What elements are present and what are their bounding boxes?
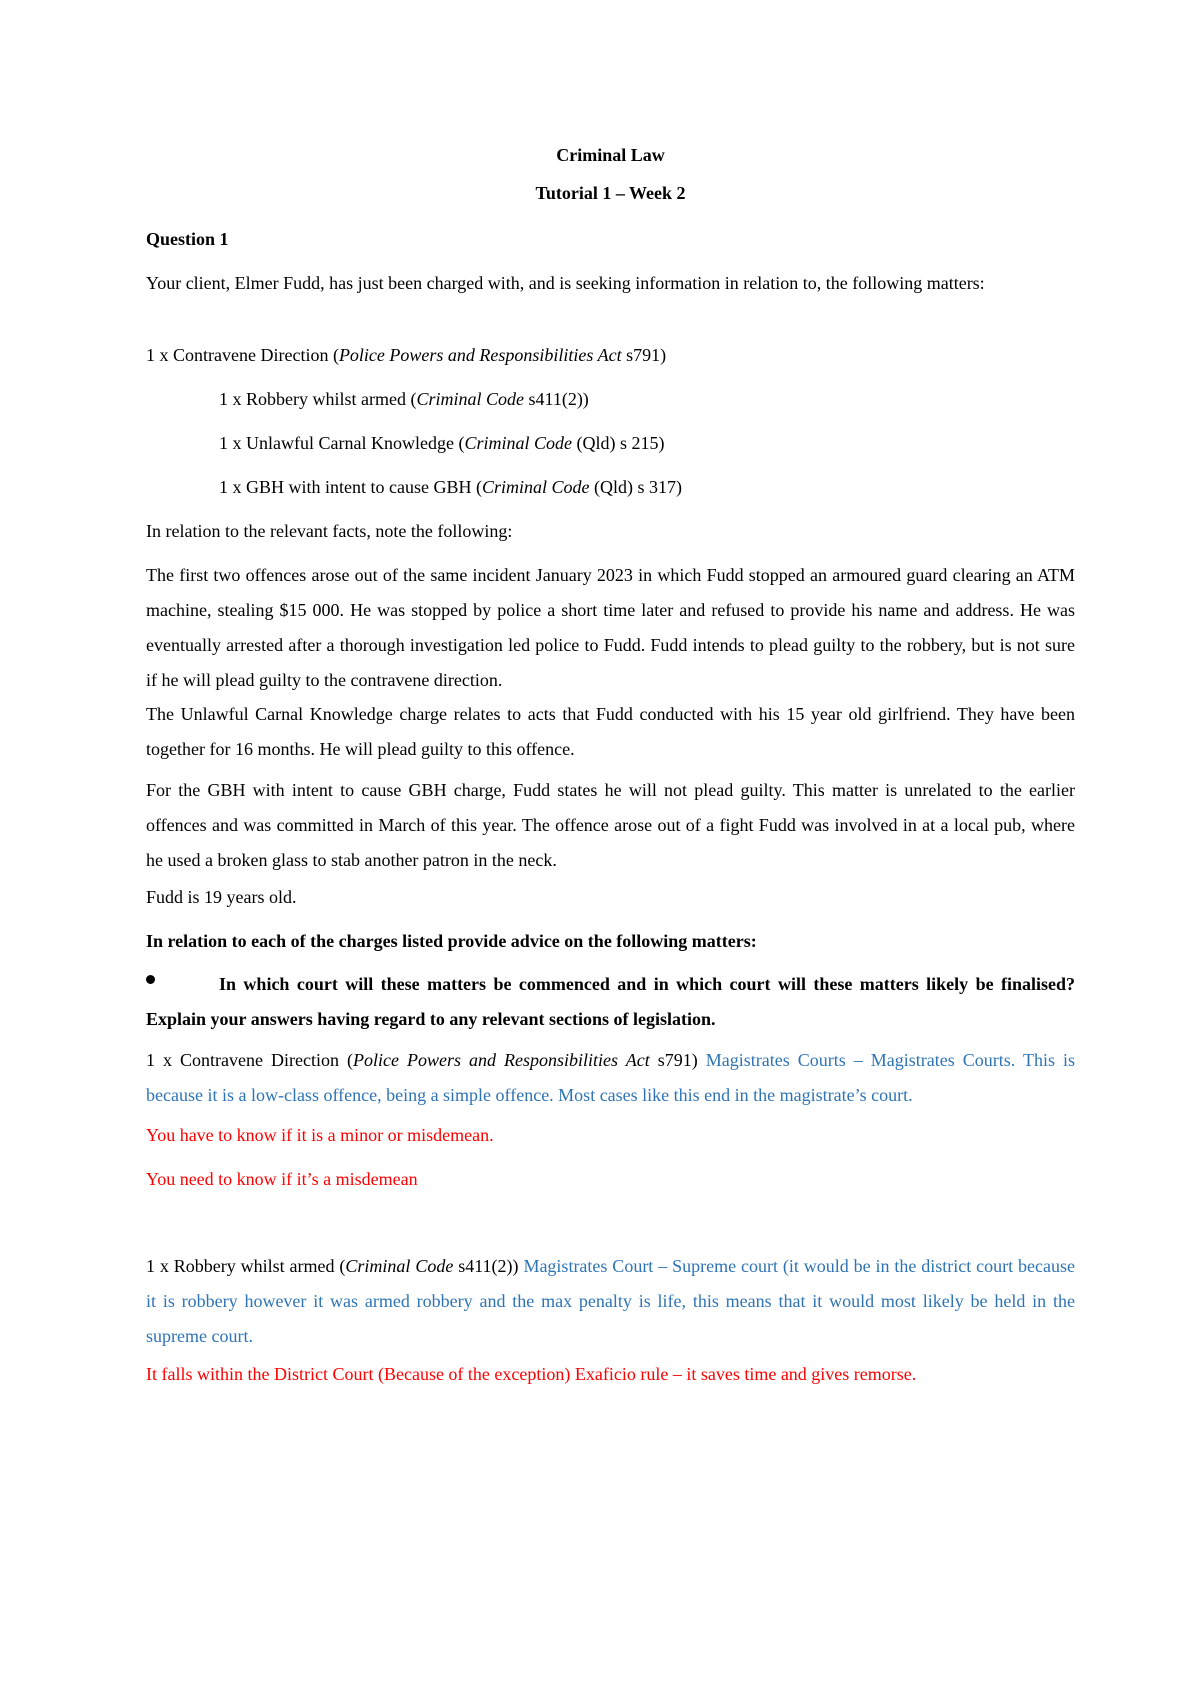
tutorial-title: Tutorial 1 – Week 2 [535, 183, 686, 203]
answer-1-response: Magistrates Courts – Magistrates Courts. This is because it is a low-class offence, being a simple offence. Most cases like this end in the magistrate’s court. [146, 1050, 1076, 1105]
course-title: Criminal Law [556, 145, 665, 165]
facts-paragraph-1: The first two offences arose out of the same incident January 2023 in which Fudd stopped an armoured guard clearing an ATM machine, stealing $15 000. He was stopped by police a short time later and refused to provide his name and address. He was eventually arrested after a thorough investigation led police to Fudd. Fudd intends to plead guilty to the robbery, but is not sure if he will plead guilty to the contravene direction. [146, 565, 1075, 690]
task-heading: In relation to each of the charges listed provide advice on the following matters: [146, 931, 757, 951]
facts-paragraph-3: For the GBH with intent to cause GBH charge, Fudd states he will not plead guilty. This matter is unrelated to the earlier offences and was committed in March of this year. The offence arose out of a fight Fudd was involved in at a local pub, where he used a broken glass to stab another patron in the neck. [146, 780, 1075, 870]
answer-2-note: It falls within the District Court (Because of the exception) Exaficio rule – it saves time and gives remorse. [146, 1364, 917, 1384]
facts-age: Fudd is 19 years old. [146, 887, 297, 907]
charge-1: 1 x Contravene Direction (Police Powers and Responsibilities Act s791) [146, 345, 667, 365]
answer-1: 1 x Contravene Direction (Police Powers and Responsibilities Act s791) Magistrates Courts – Magistrates Courts. This is because it is a low-class offence, being a simple offence. Most cases like this end in the magistrate’s court. [146, 1050, 1076, 1105]
answer-2: 1 x Robbery whilst armed (Criminal Code s411(2)) Magistrates Court – Supreme court (it would be in the district court because it is robbery however it was armed robbery and the max penalty is life, this means that it would most likely be held in the supreme court. [146, 1256, 1075, 1346]
intro-paragraph: Your client, Elmer Fudd, has just been charged with, and is seeking information in relation to, the following matters: [146, 273, 985, 293]
answer-2-response: Magistrates Court – Supreme court (it would be in the district court because it is robbery however it was armed robbery and the max penalty is life, this means that it would most likely be held in the supreme court. [146, 1256, 1075, 1346]
charge-4: 1 x GBH with intent to cause GBH (Criminal Code (Qld) s 317) [219, 477, 682, 497]
facts-lead: In relation to the relevant facts, note the following: [146, 521, 513, 541]
facts-paragraph-2: The Unlawful Carnal Knowledge charge relates to acts that Fudd conducted with his 15 year old girlfriend. They have been together for 16 months. He will plead guilty to this offence. [146, 704, 1075, 759]
charge-2: 1 x Robbery whilst armed (Criminal Code s411(2)) [219, 389, 589, 409]
charge-3: 1 x Unlawful Carnal Knowledge (Criminal Code (Qld) s 215) [219, 433, 665, 453]
answer-1-note-2: You need to know if it’s a misdemean [146, 1169, 418, 1189]
task-bullet: In which court will these matters be commenced and in which court will these matters likely be finalised? Explain your answers having regard to any relevant sections of legislation. [146, 974, 1075, 1029]
answer-1-note-1: You have to know if it is a minor or misdemean. [146, 1125, 494, 1145]
question-heading: Question 1 [146, 229, 229, 249]
